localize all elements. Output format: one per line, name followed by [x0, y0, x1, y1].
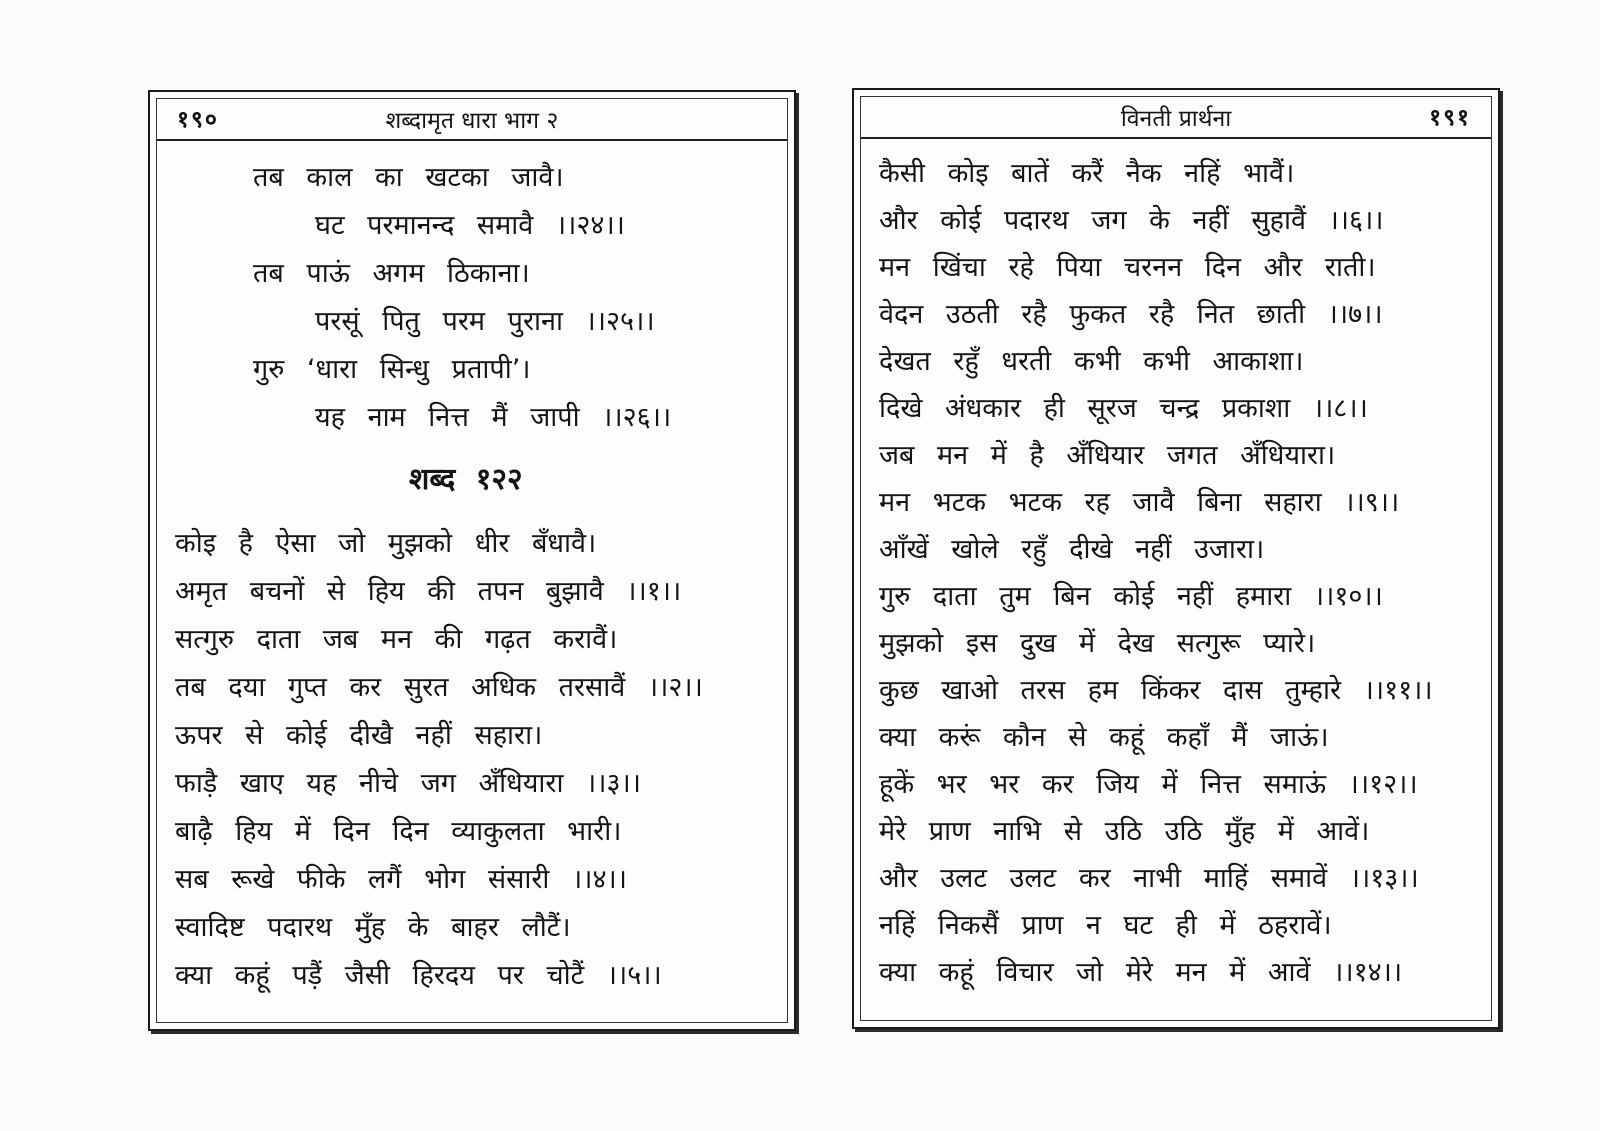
verse-line: क्या कहूं विचार जो मेरे मन में आवें ।।१४।।: [879, 957, 1403, 988]
verse-line: परसूं पितु परम पुराना ।।२५।।: [315, 306, 655, 337]
verse-line: कुछ खाओ तरस हम किंकर दास तुम्हारे ।।११।।: [879, 675, 1433, 706]
page-number: १९१: [1429, 105, 1471, 131]
page-number: १९०: [177, 107, 219, 133]
verse-line: बाढ़ै हिय में दिन दिन व्याकुलता भारी।: [175, 816, 622, 847]
verse-line: गुरु ‘धारा सिन्धु प्रतापी’।: [253, 354, 531, 385]
verse-line: गुरु दाता तुम बिन कोई नहीं हमारा ।।१०।।: [879, 581, 1383, 612]
verse-line: मन भटक भटक रह जावै बिना सहारा ।।९।।: [879, 487, 1400, 518]
verse-line: फाड़ै खाए यह नीचे जग अँधियारा ।।३।।: [175, 768, 642, 799]
right-page-header: [861, 97, 1491, 139]
verse-line: मेरे प्राण नाभि से उठि उठि मुँह में आवें।: [879, 816, 1370, 847]
verse-line: तब पाऊं अगम ठिकाना।: [253, 258, 530, 289]
verse-line: देखत रहुँ धरती कभी कभी आकाशा।: [879, 346, 1304, 377]
verse-line: कैसी कोइ बातें करैं नैक नहिं भावैं।: [879, 158, 1295, 189]
verse-line: सत्गुरु दाता जब मन की गढ़त करावैं।: [175, 624, 618, 655]
verse-line: और कोई पदारथ जग के नहीं सुहावैं ।।६।।: [879, 205, 1384, 236]
verse-line: मन खिंचा रहे पिया चरनन दिन और राती।: [879, 252, 1376, 283]
right-page-frame: [860, 96, 1492, 1021]
left-page-header: [157, 99, 787, 141]
section-heading: शब्द १२२: [409, 462, 523, 497]
verse-line: क्या कहूं पड़ैं जैसी हिरदय पर चोटैं ।।५।।: [175, 960, 662, 991]
left-page-frame: [156, 98, 788, 1023]
running-header-title: शब्दामृत धारा भाग २: [385, 108, 559, 134]
verse-line: क्या करूं कौन से कहूं कहाँ मैं जाऊं।: [879, 722, 1329, 753]
verse-line: हूकें भर भर कर जिय में नित्त समाऊं ।।१२।।: [879, 769, 1418, 800]
left-page: [148, 90, 796, 1031]
verse-line: मुझको इस दुख में देख सत्गुरू प्यारे।: [879, 628, 1316, 659]
running-header-title: विनती प्रार्थना: [1120, 106, 1232, 132]
verse-line: जब मन में है अँधियार जगत अँधियारा।: [879, 440, 1336, 471]
verse-line: कोइ है ऐसा जो मुझको धीर बँधावै।: [175, 528, 597, 559]
verse-line: नहिं निकसैं प्राण न घट ही में ठहरावें।: [879, 910, 1332, 941]
verse-line: स्वादिष्ट पदारथ मुँह के बाहर लौटैं।: [175, 912, 571, 943]
verse-line: यह नाम नित्त मैं जापी ।।२६।।: [315, 402, 672, 433]
verse-line: ऊपर से कोई दीखै नहीं सहारा।: [175, 720, 543, 751]
verse-line: वेदन उठती रहै फुकत रहै नित छाती ।।७।।: [879, 299, 1383, 330]
right-page: [852, 88, 1500, 1029]
verse-line: सब रूखे फीके लगैं भोग संसारी ।।४।।: [175, 864, 627, 895]
verse-line: तब दया गुप्त कर सुरत अधिक तरसावैं ।।२।।: [175, 672, 703, 703]
verse-line: तब काल का खटका जावै।: [253, 162, 564, 193]
verse-line: आँखें खोले रहुँ दीखे नहीं उजारा।: [879, 534, 1265, 565]
verse-line: दिखे अंधकार ही सूरज चन्द्र प्रकाशा ।।८।।: [879, 393, 1368, 424]
verse-line: और उलट उलट कर नाभी माहिं समावें ।।१३।।: [879, 863, 1419, 894]
verse-line: अमृत बचनों से हिय की तपन बुझावै ।।१।।: [175, 576, 682, 607]
verse-line: घट परमानन्द समावै ।।२४।।: [315, 210, 625, 241]
